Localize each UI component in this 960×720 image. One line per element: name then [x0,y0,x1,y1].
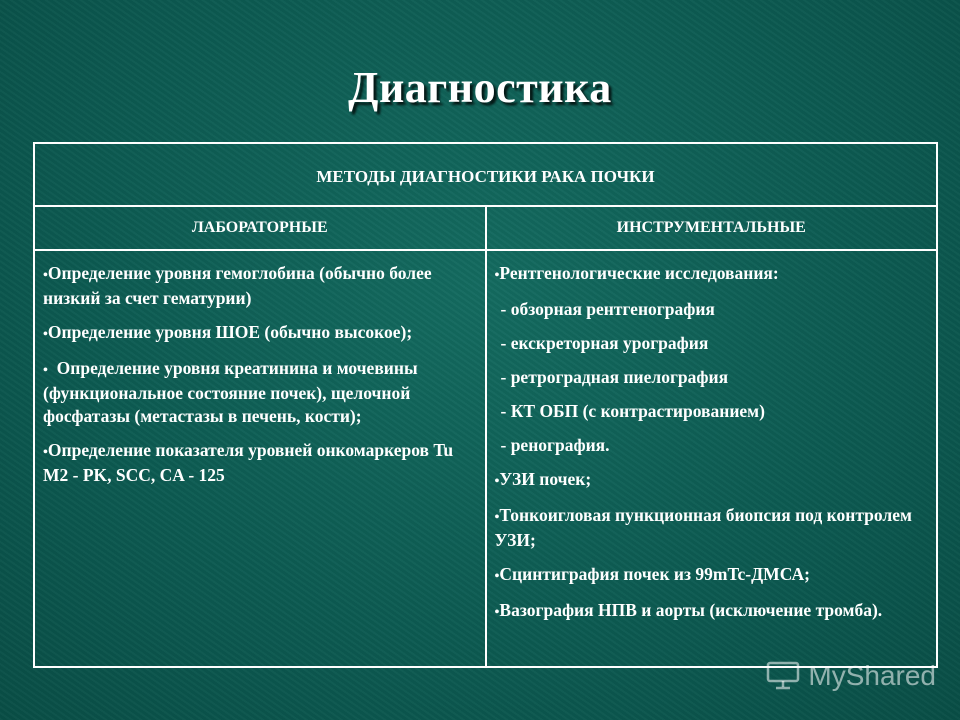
bullet-icon: • [494,474,500,489]
column-header-instrumental: ИНСТРУМЕНТАЛЬНЫЕ [486,206,938,250]
slide-title: Диагностика [348,63,612,112]
sub-list-item: - КТ ОБП (с контрастированием) [500,401,765,421]
watermark-text: MyShared [808,660,936,691]
bullet-icon: • [43,268,48,283]
sub-list-item: - ренография. [500,435,610,455]
sub-list-item: - ретроградная пиелография [500,367,729,387]
list-item: •УЗИ почек; [494,469,592,489]
list-item: •Определение уровня гемоглобина (обычно более низкий за счет гематурии) [43,263,436,308]
sub-list-item: - обзорная рентгенография [500,299,715,319]
bullet-icon: • [43,363,48,378]
list-item: •Определение показателя уровней онкомаркеров Tu M2 - PK, SCC, CA - 125 [43,440,458,485]
bullet-icon: • [43,327,48,342]
bullet-icon: • [43,445,48,460]
presentation-icon [766,661,800,691]
laboratory-cell [34,250,486,667]
bullet-icon: • [494,569,500,584]
bullet-icon: • [494,268,500,283]
instrumental-cell [486,250,938,667]
bullet-icon: • [494,605,500,620]
sub-list-item: - екскреторная урография [500,333,709,353]
list-item: • Определение уровня креатинина и мочевины (функциональное состояние почек), щелочной фосфатазы (метастазы в печень, кости); [43,358,422,426]
column-header-laboratory: ЛАБОРАТОРНЫЕ [34,206,486,250]
list-item: •Вазография НПВ и аорты (исключение тромба). [494,600,883,620]
bullet-icon: • [494,510,500,525]
table-header: МЕТОДЫ ДИАГНОСТИКИ РАКА ПОЧКИ [34,143,937,206]
list-item: •Сцинтиграфия почек из 99mTc-ДМСА; [494,564,810,584]
list-item: •Рентгенологические исследования: [494,263,779,283]
watermark [766,660,936,692]
diagnostics-table [33,142,938,668]
list-item: •Тонкоигловая пункционная биопсия под контролем УЗИ; [494,505,912,550]
list-item: •Определение уровня ШОЕ (обычно высокое); [43,322,413,342]
